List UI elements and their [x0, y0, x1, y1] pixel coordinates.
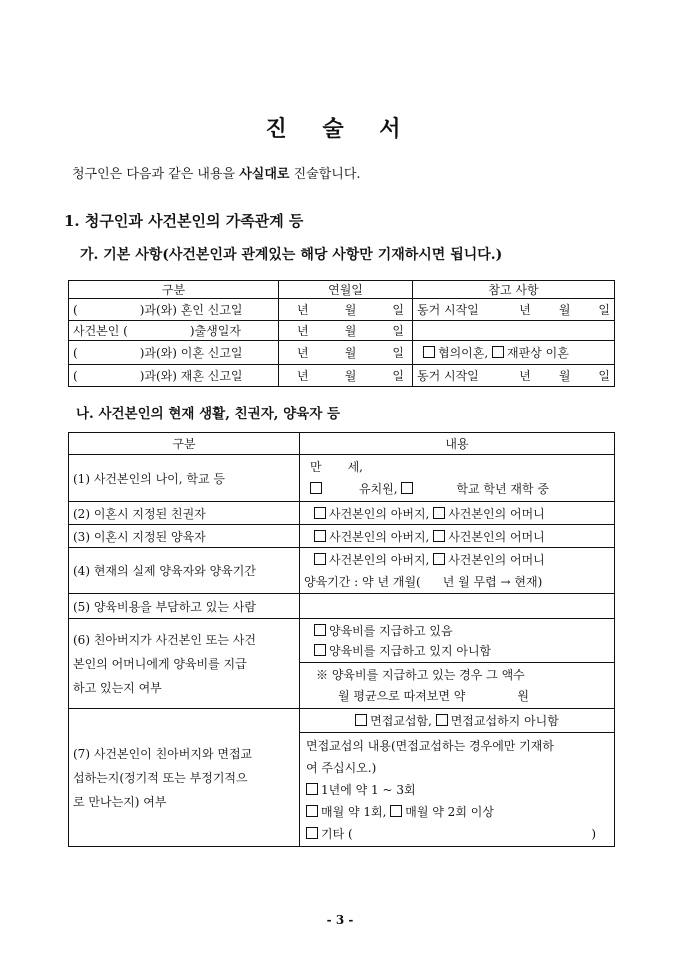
table-row [69, 548, 615, 594]
visitation-detail-field: 면접교섭의 내용(면접교섭하는 경우에만 기재하 여 주십시오.) 1년에 약 1 ~ 3회 매월 약 1회, 매월 약 2회 이상 기타 ( ) [300, 733, 615, 847]
checkbox[interactable] [492, 346, 504, 358]
intro-before: 청구인은 다음과 같은 내용을 [72, 167, 240, 182]
checkbox[interactable] [314, 553, 326, 565]
header-date: 연월일 [279, 281, 413, 299]
row-label: ( )과(와) 이혼 신고일 [69, 341, 279, 365]
row-label: (1) 사건본인의 나이, 학교 등 [69, 455, 300, 502]
checkbox[interactable] [401, 482, 413, 494]
table-row [69, 709, 615, 733]
checkbox[interactable] [314, 644, 326, 656]
intro-after: 진술합니다. [289, 167, 361, 182]
checkbox[interactable] [433, 507, 445, 519]
payer-field[interactable] [300, 594, 615, 619]
table-row [69, 299, 615, 321]
row-label: (6) 친아버지가 사건본인 또는 사건 본인의 어머니에게 양육비를 지급 하고 있는지 여부 [69, 619, 300, 709]
row-label: (5) 양육비용을 부담하고 있는 사람 [69, 594, 300, 619]
row-label: (3) 이혼시 지정된 양육자 [69, 525, 300, 548]
date-field[interactable]: 년 월 일 [279, 299, 413, 321]
date-field[interactable]: 년 월 일 [279, 341, 413, 365]
age-school-field: 만 세, 유치원, 학교 학년 재학 중 [300, 455, 615, 502]
support-amount-field: ※ 양육비를 지급하고 있는 경우 그 액수 월 평균으로 따져보면 약 원 [300, 663, 615, 709]
table-row [69, 502, 615, 525]
checkbox[interactable] [306, 827, 318, 839]
document-title: 진 술 서 [265, 116, 415, 142]
checkbox[interactable] [314, 624, 326, 636]
actual-caregiver-field: 사건본인의 아버지, 사건본인의 어머니 양육기간 : 약 년 개월( 년 월 무렵 → 현재) [300, 548, 615, 594]
checkbox[interactable] [423, 346, 435, 358]
header-gubun: 구분 [69, 433, 300, 455]
checkbox[interactable] [433, 530, 445, 542]
checkbox[interactable] [390, 805, 402, 817]
checkbox[interactable] [355, 714, 367, 726]
checkbox[interactable] [314, 507, 326, 519]
intro-bold: 사실대로 [239, 167, 290, 182]
divorce-type-field: 협의이혼, 재판상 이혼 [413, 341, 615, 365]
row-label: ( )과(와) 재혼 신고일 [69, 365, 279, 387]
table-row [69, 321, 615, 341]
section-1a-heading: 가. 기본 사항(사건본인과 관계있는 해당 사항만 기재하시면 됩니다.) [80, 247, 503, 263]
page-number: - 3 - [326, 913, 354, 927]
table-row [69, 619, 615, 663]
section-1b-heading: 나. 사건본인의 현재 생활, 친권자, 양육자 등 [76, 406, 340, 422]
checkbox[interactable] [306, 805, 318, 817]
table-row [69, 455, 615, 502]
table-row [69, 341, 615, 365]
date-field[interactable]: 년 월 일 [279, 365, 413, 387]
row-label: 사건본인 ( )출생일자 [69, 321, 279, 341]
row-label: (2) 이혼시 지정된 친권자 [69, 502, 300, 525]
table-row [69, 525, 615, 548]
intro-text [72, 163, 361, 182]
visitation-field: 면접교섭함, 면접교섭하지 아니함 [300, 709, 615, 733]
row-label: ( )과(와) 혼인 신고일 [69, 299, 279, 321]
table-row [69, 594, 615, 619]
caregiver-field: 사건본인의 아버지, 사건본인의 어머니 [300, 525, 615, 548]
custody-field: 사건본인의 아버지, 사건본인의 어머니 [300, 502, 615, 525]
checkbox[interactable] [436, 714, 448, 726]
header-gubun: 구분 [69, 281, 279, 299]
date-field[interactable]: 년 월 일 [279, 321, 413, 341]
checkbox[interactable] [310, 482, 322, 494]
note-field[interactable]: 동거 시작일 년 월 일 [413, 299, 615, 321]
basic-info-table [68, 280, 615, 387]
checkbox[interactable] [314, 530, 326, 542]
row-label: (4) 현재의 실제 양육자와 양육기간 [69, 548, 300, 594]
header-content: 내용 [300, 433, 615, 455]
note-field[interactable] [413, 321, 615, 341]
table-row [69, 365, 615, 387]
note-field[interactable]: 동거 시작일 년 월 일 [413, 365, 615, 387]
row-label: (7) 사건본인이 친아버지와 면접교 섭하는지(정기적 또는 부정기적으 로 만나는지) 여부 [69, 709, 300, 847]
checkbox[interactable] [433, 553, 445, 565]
checkbox[interactable] [306, 783, 318, 795]
current-life-table [68, 432, 615, 847]
header-note: 참고 사항 [413, 281, 615, 299]
support-payment-field: 양육비를 지급하고 있음 양육비를 지급하고 있지 아니함 [300, 619, 615, 663]
section-1-heading: 1. 청구인과 사건본인의 가족관계 등 [64, 212, 304, 230]
